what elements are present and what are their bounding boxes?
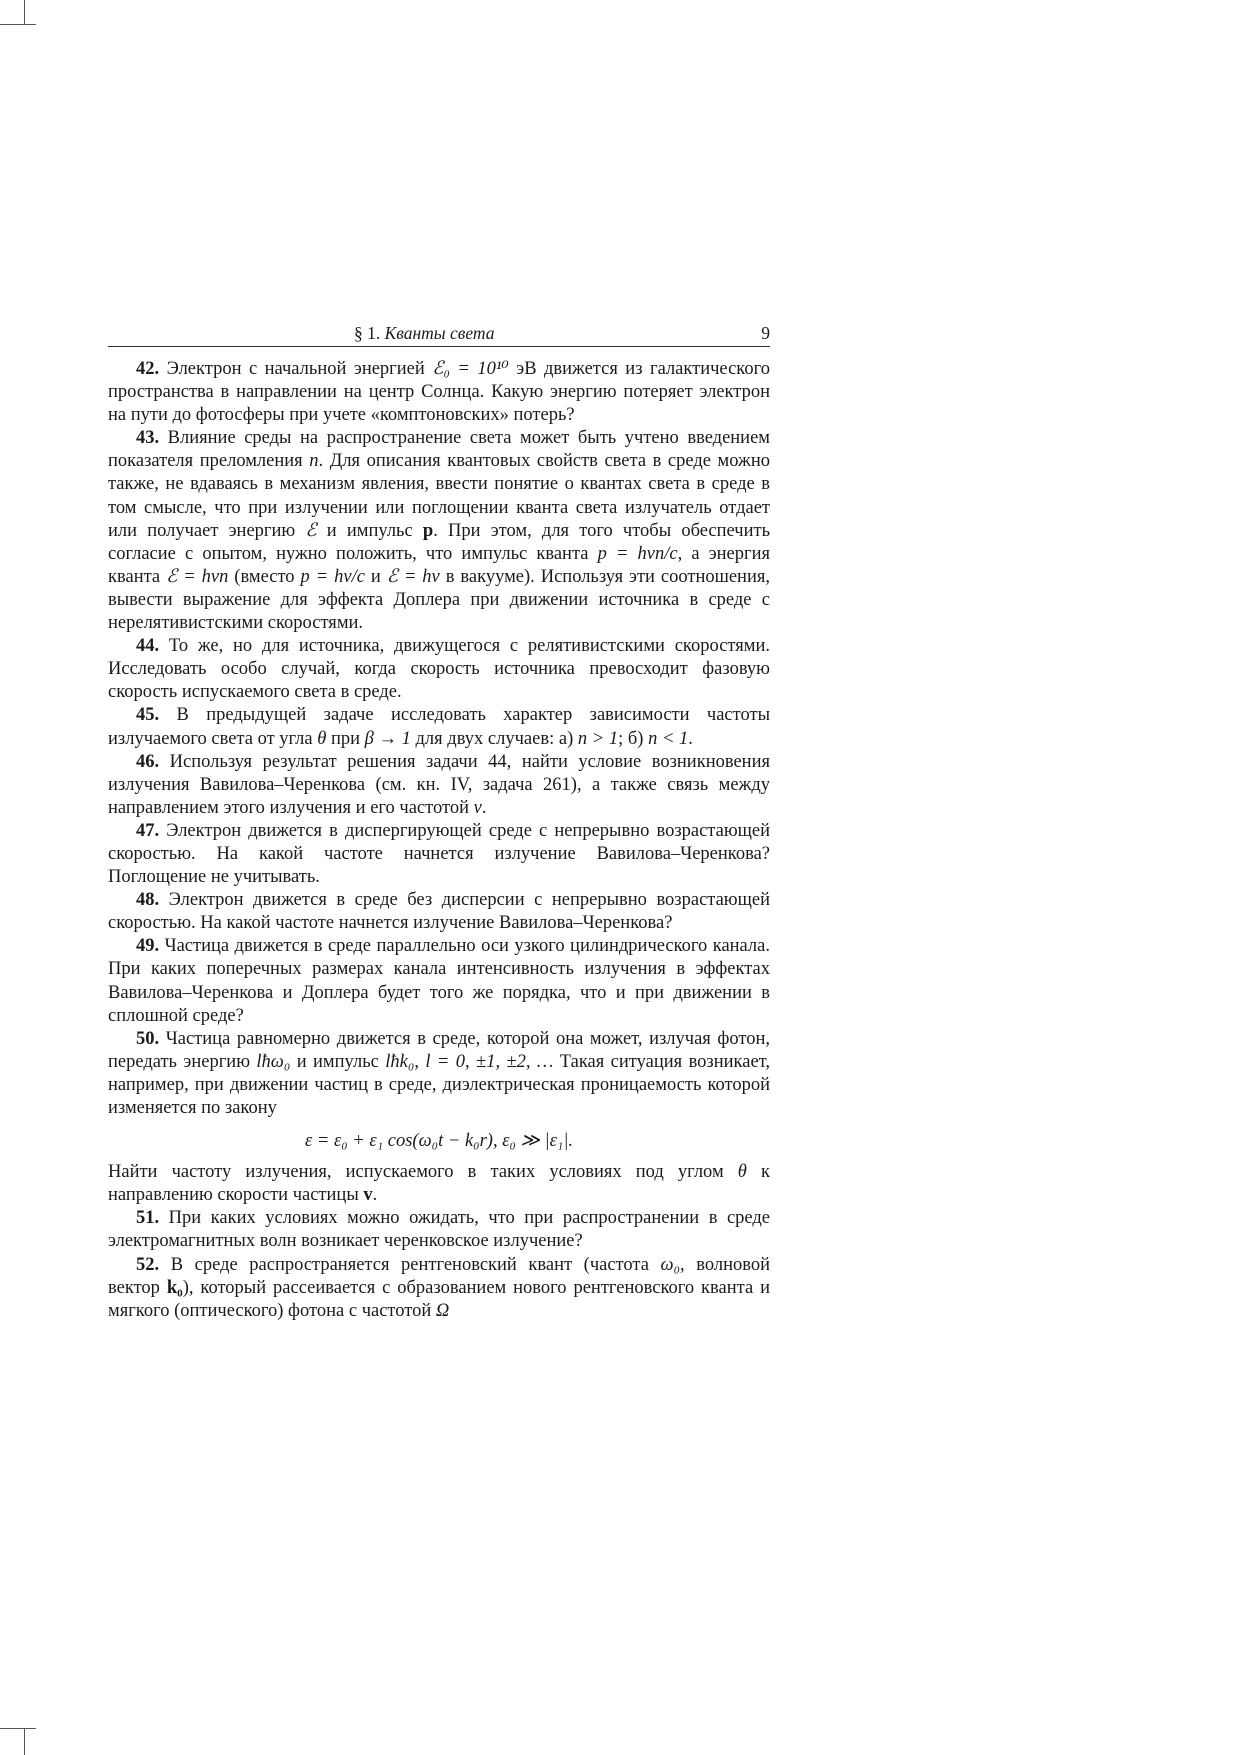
crop-mark-bottom-horizontal [0,1728,36,1729]
problem-51: 51. При каких условиях можно ожидать, что при распространении в среде электромагнитных волн возникает черенковское излучение? [108,1208,770,1252]
page-number: 9 [761,323,770,343]
problems-text [108,358,770,1323]
running-header [108,322,770,347]
problem-48: 48. Электрон движется в среде без дисперсии с непрерывно возрастающей скоростью. На какой частоте начнется излучение Вавилова–Черенкова? [108,890,770,934]
formula-permittivity: ε = ε₀ + ε₁ cos(ω₀t − k₀r), ε₀ ≫ |ε₁|. [304,1131,574,1152]
book-page [108,322,770,1323]
problem-42: 42. Электрон с начальной энергией ℰ₀ = 10¹⁰ эВ движется из галактического пространства в направлении на центр Солнца. Какую энергию потеряет электрон на пути до фотосферы при учете «комптоновских» потерь? [108,359,770,426]
problem-52: 52. В среде распространяется рентгеновский квант (частота ω₀, волновой вектор k₀), который рассеивается с образованием нового рентгеновского кванта и мягкого (оптического) фотона с частотой Ω [108,1254,771,1321]
section-heading [354,322,495,344]
problem-47: 47. Электрон движется в диспергирующей среде с непрерывно возрастающей скоростью. На какой частоте начнется излучение Вавилова–Черенкова? Поглощение не учитывать. [108,820,770,888]
problem-43: 43. Влияние среды на распространение света может быть учтено введением показателя преломления n. Для описания квантовых свойств света в среде можно также, не вдаваясь в механизм явления, ввести понятие о квантах света в среде в том смысле, что при излучении или поглощении кванта света излучатель отдает или получает энергию ℰ и импульс p. При этом, для того чтобы обеспечить согласие с опытом, нужно положить, что импульс кванта p = hνn/c, а энергия кванта ℰ = hνn (вместо p = hν/c и ℰ = hν в вакууме). Используя эти соотношения, вывести выражение для эффекта Доплера при движении источника в среде с нерелятивистскими скоростями. [108,428,771,634]
problem-50: 50. Частица равномерно движется в среде, которой она может, излучая фотон, передать энергию lħω₀ и импульс lħk₀, l = 0, ±1, ±2, … Такая ситуация возникает, например, при движении частиц в среде, диэлектрическая проницаемость которой изменяется по закону [108,1028,770,1118]
section-mark: § 1. [354,323,381,343]
crop-mark-bottom-vertical [24,1728,25,1755]
problem-45: 45. В предыдущей задаче исследовать характер зависимости частоты излучаемого света от угла θ при β → 1 для двух случаев: а) n > 1; б) n < 1. [108,705,771,749]
problem-44: 44. То же, но для источника, движущегося с релятивистскими скоростями. Исследовать особо случай, когда скорость источника превосходит фазовую скорость испускаемого света в среде. [108,636,770,703]
problem-46: 46. Используя результат решения задачи 44, найти условие возникновения излучения Вавилова–Черенкова (см. кн. IV, задача 261), а также связь между направлением этого излучения и его частотой ν. [108,751,770,818]
section-title: Кванты света [384,323,495,343]
crop-mark-top-horizontal [0,24,36,25]
problem-50-continuation: Найти частоту излучения, испускаемого в таких условиях под углом θ к направлению скорости частицы v. [108,1162,770,1206]
crop-mark-top-vertical [24,0,25,24]
problem-49: 49. Частица движется в среде параллельно оси узкого цилиндрического канала. При каких поперечных размерах канала интенсивность излучения в эффектах Вавилова–Черенкова и Доплера будет того же порядка, что и при движении в сплошной среде? [108,936,770,1026]
